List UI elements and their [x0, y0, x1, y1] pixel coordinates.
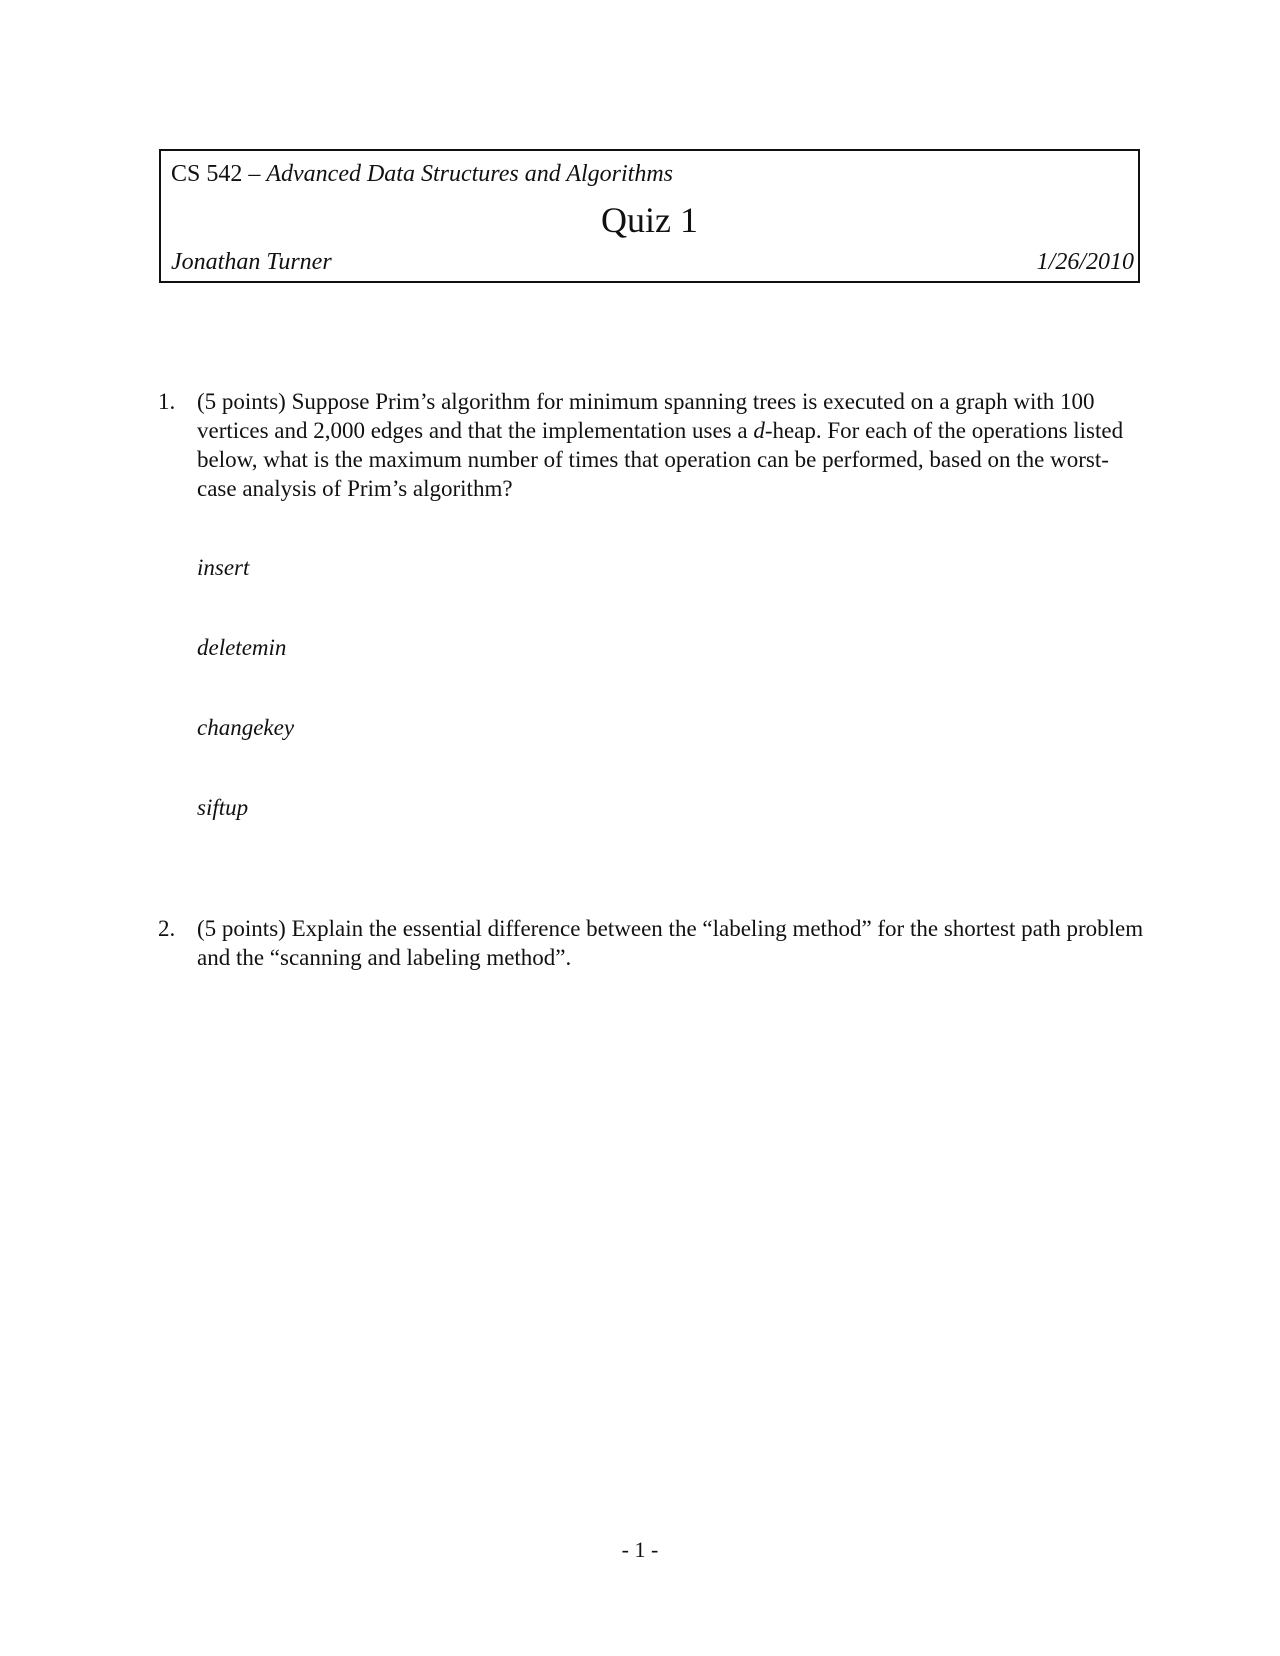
operation-deletemin: deletemin	[197, 635, 287, 660]
instructor-name: Jonathan Turner	[171, 249, 332, 275]
question-2	[158, 914, 1148, 972]
page-number: - 1 -	[621, 1537, 659, 1562]
question-points: (5 points)	[197, 389, 286, 414]
question-number: 1.	[158, 389, 176, 414]
question-text	[197, 387, 1148, 503]
question-1	[158, 387, 1148, 503]
question-text-part: Explain the essential difference between the “labeling method” for the shortest path problem and the “scanning and labeling method”.	[197, 916, 1144, 970]
course-title	[171, 159, 673, 189]
operation-changekey: changekey	[197, 715, 295, 740]
quiz-title: Quiz 1	[601, 200, 698, 240]
question-number: 2.	[158, 916, 176, 941]
course-name: Advanced Data Structures and Algorithms	[266, 161, 673, 187]
question-text-part: -heap. For each of the operations listed below, what is the maximum number of times that operation can be performed, based on the worst-case analysis of Prim’s algorithm?	[197, 418, 1124, 501]
question-text-part: Suppose Prim’s algorithm for minimum spanning trees is executed on a graph with 100 vertices and 2,000 edges and that the implementation uses a	[197, 389, 1095, 443]
d-heap-variable: d	[753, 418, 765, 443]
course-code: CS 542 –	[171, 161, 261, 187]
quiz-header-box	[159, 149, 1140, 283]
quiz-date: 1/26/2010	[1036, 249, 1134, 275]
question-points: (5 points)	[197, 916, 286, 941]
operation-siftup: siftup	[197, 795, 249, 820]
operation-insert: insert	[197, 555, 250, 580]
question-text	[197, 914, 1148, 972]
